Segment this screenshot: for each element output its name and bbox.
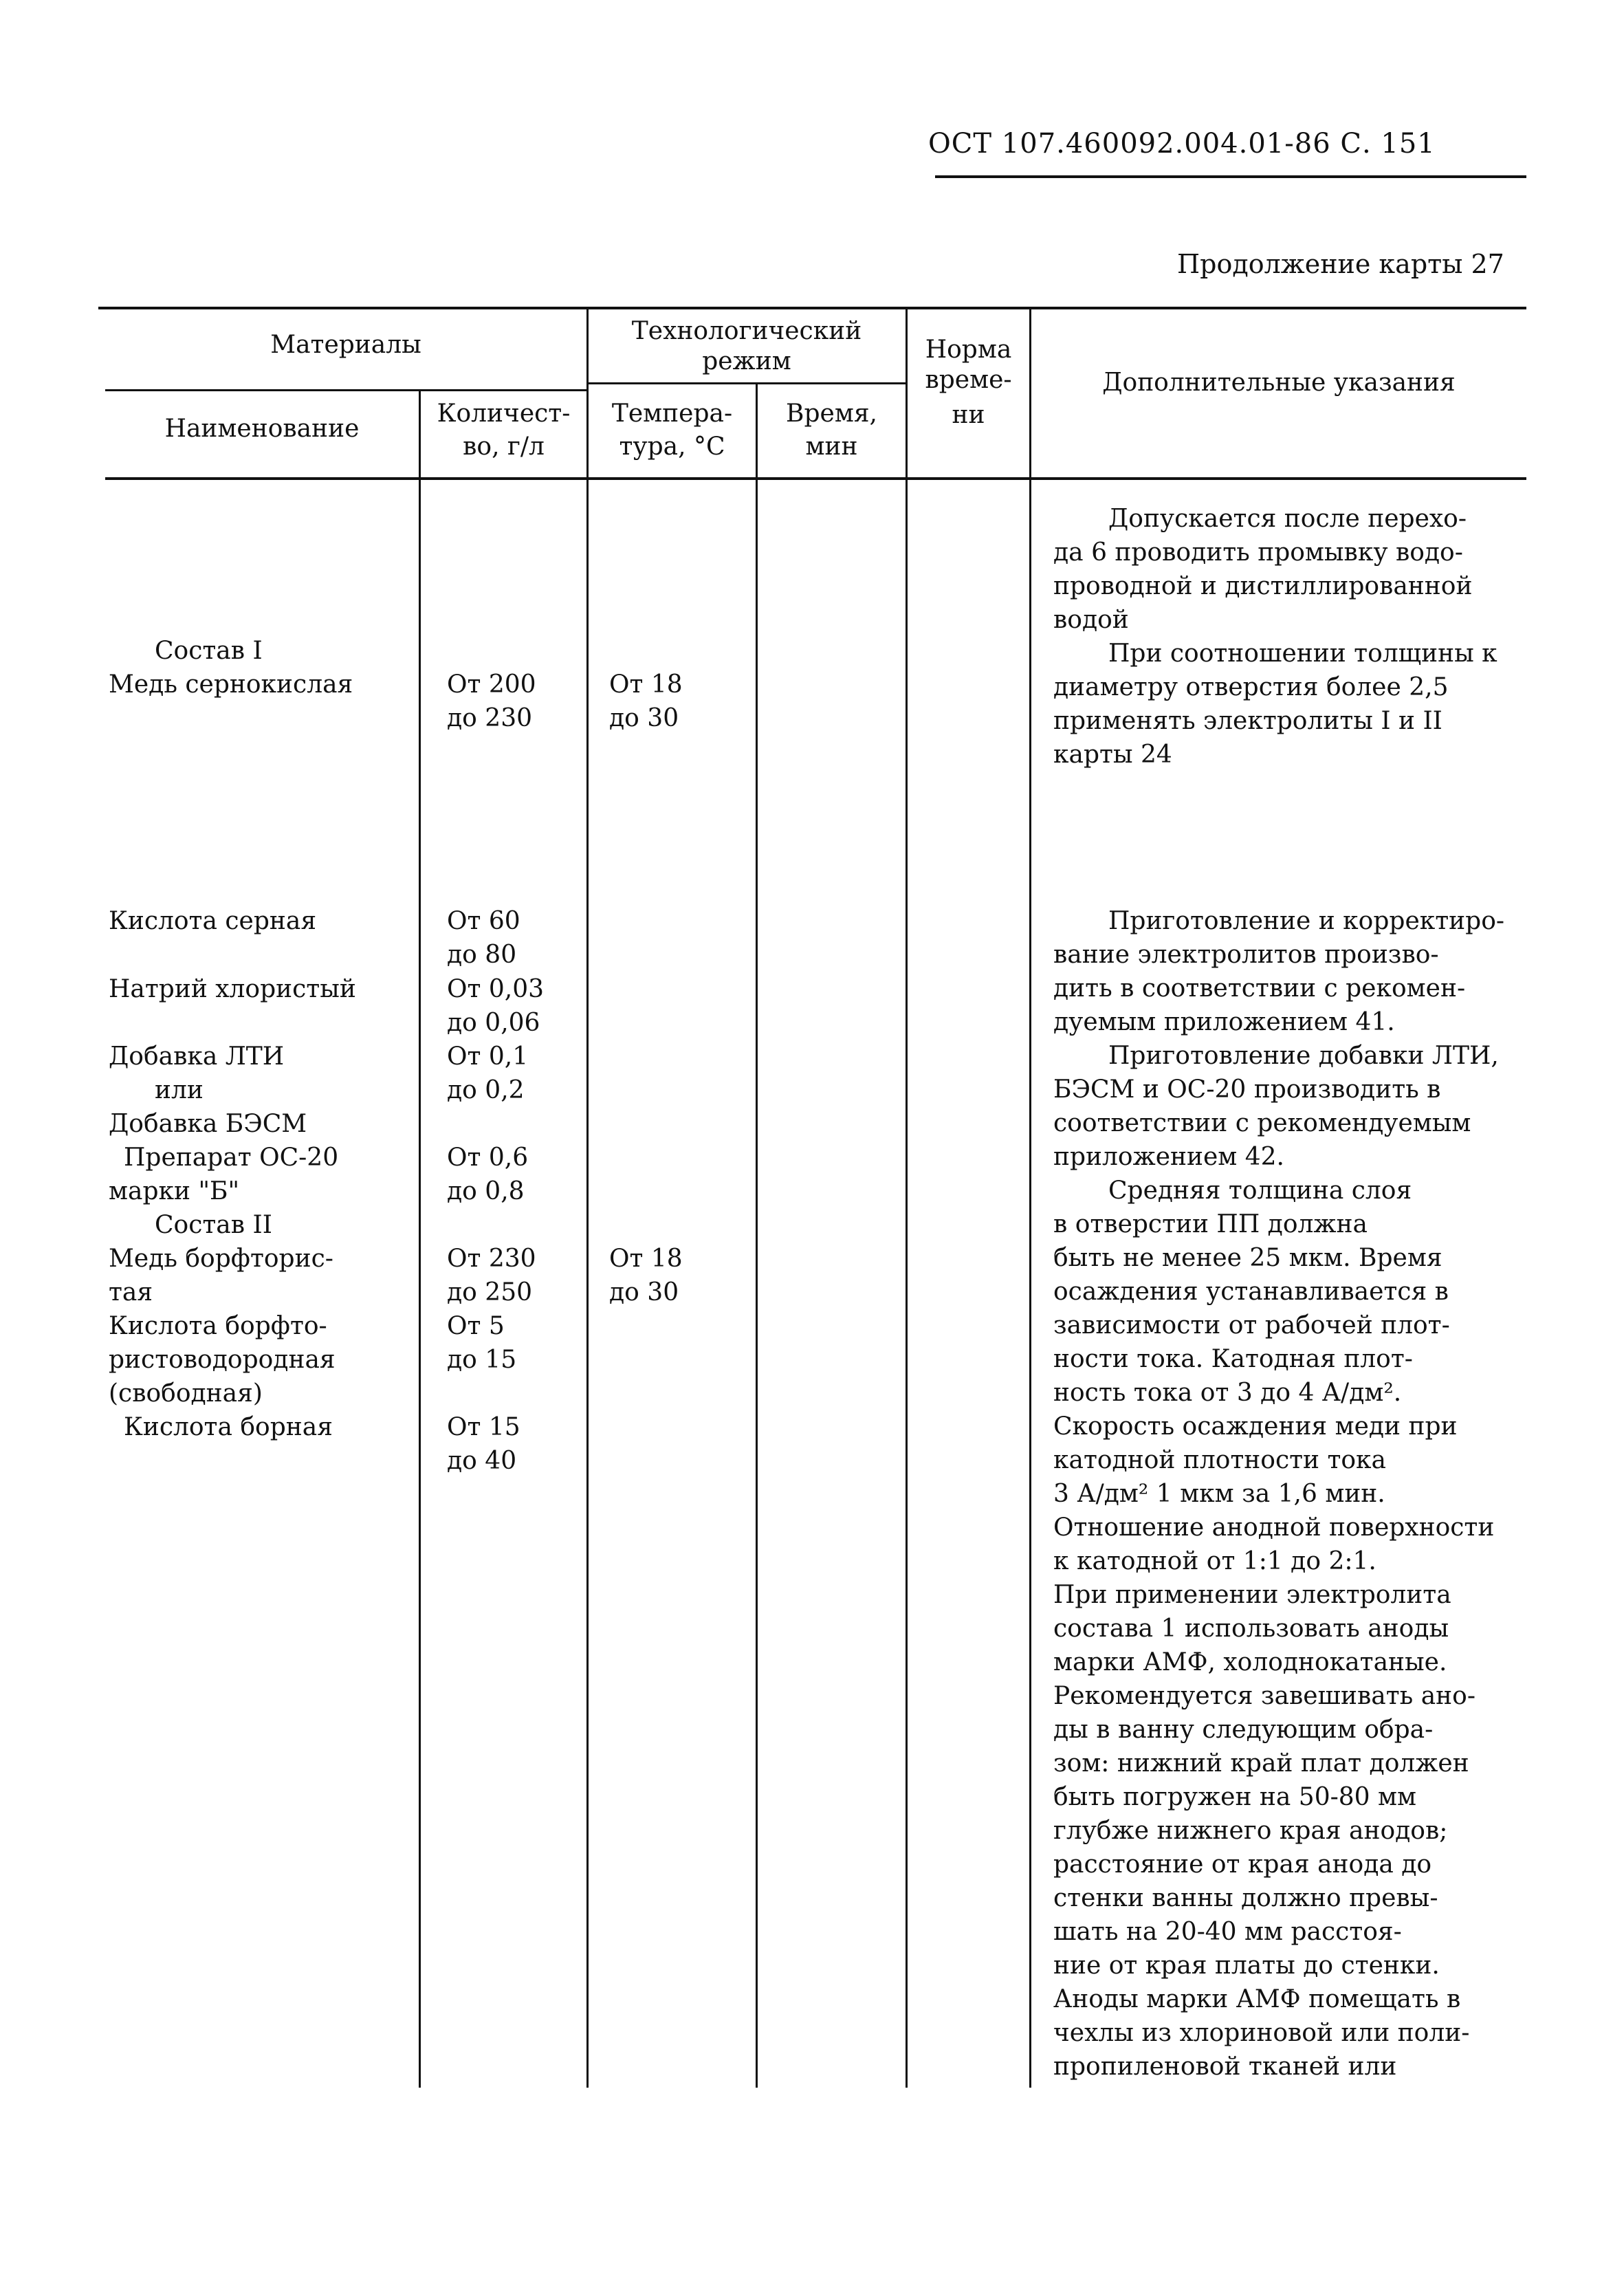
note-line: состава 1 использовать аноды (1053, 1615, 1449, 1643)
header-temp-2: тура, °С (619, 433, 725, 461)
row-qty: От 200 (447, 670, 536, 699)
note-line: диаметру отверстия более 2,5 (1053, 673, 1449, 701)
col-divider-time (906, 307, 908, 2088)
note-line: быть погружен на 50-80 мм (1053, 1783, 1417, 1811)
row-temp: до 30 (609, 1278, 679, 1307)
header-qty-2: во, г/л (463, 433, 545, 461)
note-line: пропиленовой тканей или (1053, 2053, 1397, 2081)
note-line: зависимости от рабочей плот- (1053, 1311, 1450, 1340)
row-qty: до 0,8 (447, 1177, 525, 1205)
note-line: применять электролиты I и II (1053, 707, 1442, 735)
notes-block-2 (1053, 904, 1504, 2084)
header-additional: Дополнительные указания (1102, 369, 1456, 397)
row-qty: От 60 (447, 907, 520, 935)
row-name: Добавка ЛТИ (109, 1042, 285, 1071)
col-divider-qty (586, 307, 589, 2088)
note-line: Аноды марки АМФ помещать в (1053, 1985, 1461, 2013)
row-name: или (155, 1076, 204, 1104)
row-qty: От 0,03 (447, 975, 545, 1003)
row-qty: до 250 (447, 1278, 532, 1307)
row-name: Медь сернокислая (109, 670, 353, 699)
tech-mode-divider (588, 382, 906, 384)
note-line: осаждения устанавливается в (1053, 1278, 1449, 1306)
row-qty: до 80 (447, 941, 517, 969)
note-line: водой (1053, 606, 1129, 634)
row-qty: От 230 (447, 1245, 536, 1273)
note-line: ды в ванну следующим обра- (1053, 1716, 1434, 1744)
row-name: Медь борфторис- (109, 1245, 333, 1273)
note-line: дить в соответствии с рекомен- (1053, 974, 1466, 1003)
note-line: шать на 20-40 мм расстоя- (1053, 1918, 1402, 1946)
note-line: расстояние от края анода до (1053, 1850, 1432, 1879)
row-name: Кислота борфто- (109, 1312, 327, 1340)
row-qty: От 0,6 (447, 1144, 529, 1172)
note-line: При соотношении толщины к (1108, 639, 1497, 668)
row-qty: до 0,06 (447, 1009, 540, 1037)
note-line: Допускается после перехо- (1108, 505, 1467, 533)
note-line: проводной и дистиллированной (1053, 572, 1473, 600)
note-line: чехлы из хлориновой или поли- (1053, 2019, 1470, 2047)
header-norm-time-3: ни (952, 401, 985, 429)
note-line: БЭСМ и ОС-20 производить в (1053, 1075, 1441, 1104)
col-divider-norm (1029, 307, 1031, 2088)
note-line: 3 А/дм² 1 мкм за 1,6 мин. (1053, 1480, 1385, 1508)
row-name: ристоводородная (109, 1346, 336, 1374)
row-temp: От 18 (609, 1245, 683, 1273)
note-line: Средняя толщина слоя (1108, 1177, 1412, 1205)
row-qty: до 0,2 (447, 1076, 525, 1104)
row-temp: От 18 (609, 670, 683, 699)
row-qty: до 230 (447, 704, 532, 732)
note-line: ности тока. Катодная плот- (1053, 1345, 1413, 1373)
header-norm-time-2: време- (925, 366, 1012, 394)
header-name: Наименование (164, 415, 360, 443)
header-temp-1: Темпера- (611, 400, 733, 428)
row-name: марки "Б" (109, 1177, 240, 1205)
note-line: глубже нижнего края анодов; (1053, 1817, 1448, 1845)
row-name: Кислота борная (124, 1413, 333, 1441)
note-line: Приготовление добавки ЛТИ, (1108, 1042, 1499, 1070)
note-line: да 6 проводить промывку водо- (1053, 538, 1463, 567)
materials-divider (105, 389, 586, 391)
row-qty: до 15 (447, 1346, 517, 1374)
header-bottom-border (105, 477, 1526, 480)
note-line: марки АМФ, холоднокатаные. (1053, 1648, 1447, 1676)
row-name: (свободная) (109, 1379, 263, 1408)
row-temp: до 30 (609, 704, 679, 732)
note-line: дуемым приложением 41. (1053, 1008, 1395, 1036)
col-divider-temp (756, 382, 758, 2088)
row-name: Натрий хлористый (109, 975, 356, 1003)
row-qty: От 0,1 (447, 1042, 529, 1071)
note-line: Рекомендуется завешивать ано- (1053, 1682, 1476, 1710)
note-line: зом: нижний край плат должен (1053, 1749, 1469, 1778)
header-underline (935, 175, 1526, 178)
row-name: Добавка БЭСМ (109, 1110, 307, 1138)
header-qty-1: Количест- (437, 400, 571, 428)
note-line: ние от края платы до стенки. (1053, 1952, 1440, 1980)
note-line: Отношение анодной поверхности (1053, 1513, 1495, 1542)
notes-block-1 (1053, 502, 1497, 772)
note-line: в отверстии ПП должна (1053, 1210, 1368, 1238)
col-divider-name (419, 389, 421, 2088)
note-line: быть не менее 25 мкм. Время (1053, 1244, 1442, 1272)
row-qty: до 40 (447, 1447, 517, 1475)
note-line: ность тока от 3 до 4 А/дм². (1053, 1379, 1402, 1407)
note-line: соответствии с рекомендуемым (1053, 1109, 1471, 1137)
row-name: Состав II (155, 1211, 272, 1239)
note-line: катодной плотности тока (1053, 1446, 1387, 1474)
note-line: карты 24 (1053, 741, 1172, 769)
table-top-border (98, 307, 1526, 309)
row-qty: От 15 (447, 1413, 520, 1441)
header-tech-mode-2: режим (702, 347, 791, 375)
note-line: приложением 42. (1053, 1143, 1284, 1171)
row-qty: От 5 (447, 1312, 505, 1340)
row-name: Препарат ОС-20 (124, 1144, 339, 1172)
header-time-1: Время, (786, 400, 877, 428)
document-code: ОСТ 107.460092.004.01-86 С. 151 (928, 128, 1436, 160)
note-line: стенки ванны должно превы- (1053, 1884, 1438, 1912)
note-line: к катодной от 1:1 до 2:1. (1053, 1547, 1376, 1575)
header-materials: Материалы (270, 331, 421, 359)
header-time-2: мин (805, 433, 858, 461)
note-line: При применении электролита (1053, 1581, 1451, 1609)
header-norm-time-1: Норма (925, 336, 1012, 364)
row-name: Состав I (155, 637, 263, 665)
continuation-label: Продолжение карты 27 (1177, 249, 1504, 279)
note-line: вание электролитов произво- (1053, 941, 1439, 969)
note-line: Скорость осаждения меди при (1053, 1412, 1458, 1441)
row-name: тая (109, 1278, 153, 1307)
note-line: Приготовление и корректиро- (1108, 907, 1505, 935)
header-tech-mode-1: Технологический (631, 317, 862, 345)
row-name: Кислота серная (109, 907, 317, 935)
